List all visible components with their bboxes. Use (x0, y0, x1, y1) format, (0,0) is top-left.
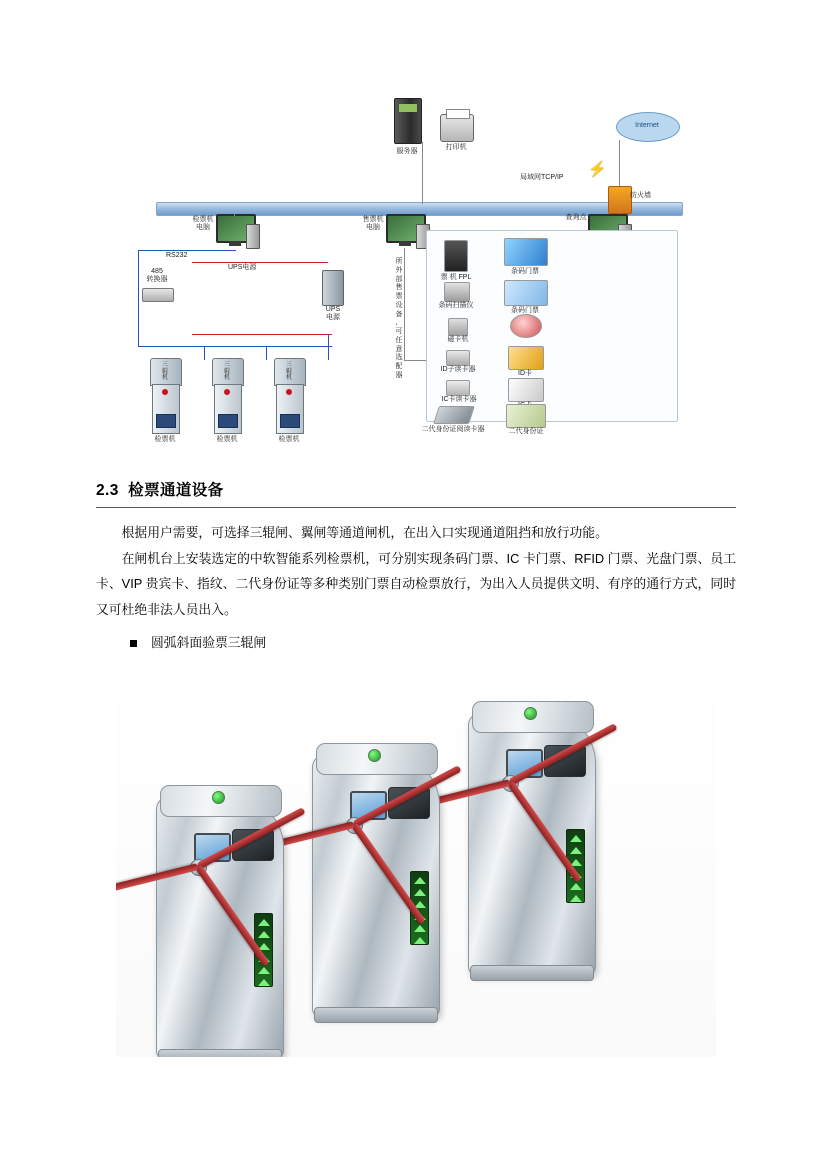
barcode-ticket-image-0 (504, 238, 548, 266)
pc1-bus-wire (234, 214, 235, 216)
paragraph-1: 根据用户需要，可选择三辊闸、翼闸等通道闸机，在出入口实现通道阻挡和放行功能。 (121, 525, 608, 540)
wireless-bolt-icon: ⚡ (588, 161, 607, 178)
ups-unit-icon (322, 270, 344, 306)
id-card-reader-icon (446, 350, 470, 366)
device-note-vertical-label: 所 外 部 售 票 设 备 ， 可 任 意 选 配 器 (395, 258, 403, 379)
bus-to-turnstiles (138, 346, 332, 347)
ic-card-image (508, 378, 544, 402)
device-label-4: IC卡读卡器 (441, 396, 477, 403)
device-right-label-0: 条码门票 (511, 268, 539, 275)
bullet-label-0: 圆弧斜面验票三辊闸 (151, 635, 267, 651)
device-label-5: 二代身份证阅读卡器 (421, 426, 485, 433)
server-to-bus-wire (422, 142, 423, 204)
turnstile-label-2: 检票机 (216, 436, 238, 443)
ups-right-label: UPS 电源 (325, 306, 341, 322)
rs485-converter-label: 485 转换器 (146, 268, 168, 284)
device-label-0: 票 机 FPL (440, 274, 472, 281)
page-content (96, 62, 736, 1057)
server-label: 服务器 (396, 148, 418, 155)
drop1 (204, 346, 205, 360)
firewall-label: 纺火墙 (630, 192, 651, 199)
magnetic-card-reader-icon (448, 318, 468, 336)
rs485-converter-icon (142, 288, 174, 302)
server-icon (394, 98, 422, 144)
printer-label: 打印机 (445, 144, 467, 151)
firewall-icon (608, 186, 632, 214)
device-label-2: 磁卡机 (447, 336, 469, 343)
bullet-item-0 (130, 632, 736, 651)
device-label-1: 条码扫描仪 (438, 302, 474, 309)
ticket-check-pc-icon (216, 214, 262, 248)
device-right-label-3: ID卡 (518, 370, 532, 377)
device-right-label-5: 二代身份证 (508, 428, 544, 435)
ticket-sell-pc-label: 售票机 电脑 (362, 216, 384, 232)
cloud-to-firewall-wire (619, 140, 620, 186)
barcode-ticket-image-1 (504, 280, 548, 306)
turnstile-unit-1: 三 辊 机 (148, 358, 182, 432)
query-point-label: 查询点 (565, 214, 587, 221)
ups-left-label: UPS电源 (228, 264, 257, 271)
id-card-image (508, 346, 544, 370)
second-gen-id-image (506, 404, 546, 428)
internet-label: Internet (635, 122, 659, 129)
second-gen-id-reader-icon (433, 406, 475, 424)
square-bullet-icon (130, 640, 137, 647)
left-branch-vertical (138, 250, 139, 346)
section-title: 检票通道设备 (128, 482, 224, 499)
turnstile-unit-2: 三 辊 机 (210, 358, 244, 432)
turnstile-label-1: 检票机 (154, 436, 176, 443)
paragraph-2: 在闸机台上安装选定的中软智能系列检票机，可分别实现条码门票、IC 卡门票、RFID 门票、光盘门票、员工卡、VIP 贵宾卡、指纹、二代身份证等多种类别门票自动检票放行，为出入人员提供文明、有序的通行方式，同时又可杜绝非法人员出入。 (96, 550, 736, 617)
power-to-turnstiles (192, 334, 332, 335)
sell-pc-to-devices (404, 248, 405, 360)
ticket-check-pc-label: 检票机 电脑 (192, 216, 214, 232)
lan-label: 局域网TCP/IP (520, 174, 564, 181)
ticket-printer-icon (444, 240, 468, 272)
turnstile-label-3: 检票机 (278, 436, 300, 443)
device-label-3: ID子读卡器 (440, 366, 476, 373)
ups-power-line (192, 262, 328, 263)
rs232-label: RS232 (166, 252, 188, 259)
device-right-label-1: 条码门票 (511, 307, 539, 314)
ic-card-reader-icon (446, 380, 470, 396)
turnstile-unit-3: 三 辊 机 (272, 358, 306, 432)
left-branch-horizontal (138, 250, 236, 251)
network-topology-diagram (96, 62, 736, 452)
magnetic-card-image (510, 314, 542, 338)
drop3 (328, 334, 329, 360)
barcode-scanner-icon (444, 282, 470, 302)
printer-icon (440, 114, 474, 142)
section-heading (96, 478, 736, 508)
drop2 (266, 346, 267, 360)
section-number: 2.3 (96, 482, 119, 499)
turnstile-product-photo (116, 667, 716, 1057)
